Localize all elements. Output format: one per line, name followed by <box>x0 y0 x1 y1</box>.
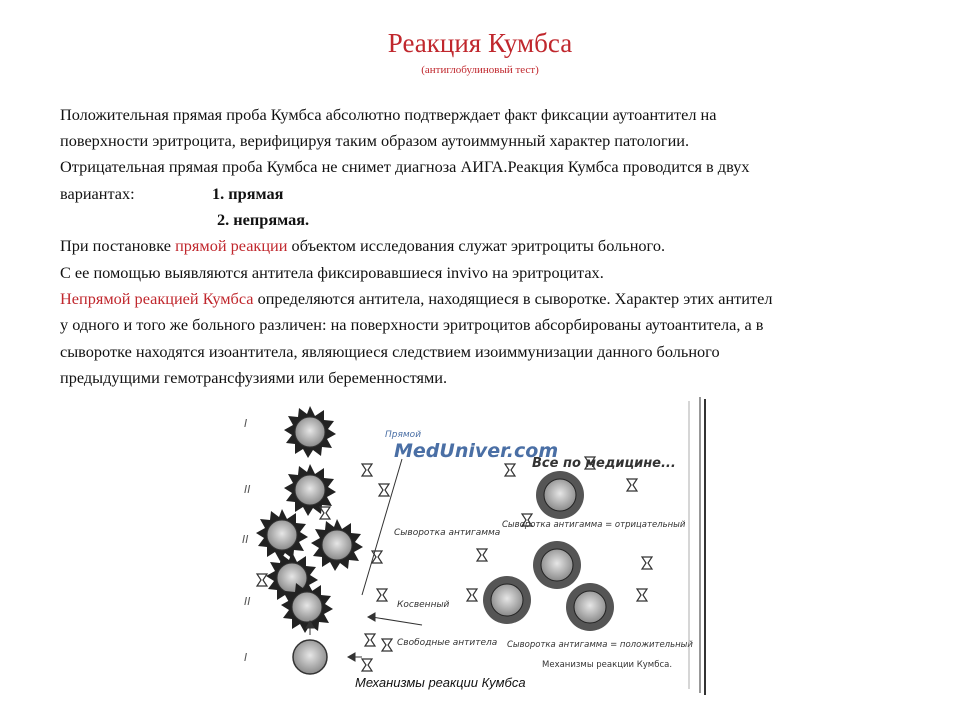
text-line-7: С ее помощью выявляются антитела фиксировавшиеся invivo на эритроцитах. <box>60 263 604 282</box>
text-line-2: поверхности эритроцита, верифицируя таким образом аутоиммунный характер патологии. <box>60 131 690 150</box>
coombs-diagram <box>222 395 716 698</box>
roman-numeral: I <box>244 651 248 664</box>
watermark: MedUniver.com <box>394 440 559 462</box>
variant-indirect: 2. непрямая. <box>217 210 310 229</box>
label-serum-antigamma: Сыворотка антигамма <box>394 528 501 538</box>
text-line-11: предыдущими гемотрансфузиями или беременностями. <box>60 368 448 387</box>
roman-numeral: II <box>244 595 251 608</box>
label-free-antibodies: Свободные антитела <box>397 638 498 648</box>
label-positive: Сыворотка антигамма = положительный <box>507 640 693 650</box>
label-direct: Прямой <box>385 430 422 440</box>
text-line-1: Положительная прямая проба Кумбса абсолютно подтверждает факт фиксации аутоантител на <box>60 105 717 124</box>
text-line-6: При постановке прямой реакции объектом исследования служат эритроциты больного. <box>60 236 666 255</box>
text-line-4 <box>60 184 284 204</box>
erythrocyte-plain <box>293 640 327 674</box>
variant-direct: 1. прямая <box>212 184 284 203</box>
watermark-subtitle: Все по медицине... <box>532 456 676 471</box>
erythrocyte-negative <box>536 471 584 519</box>
label-indirect: Косвенный <box>397 600 450 610</box>
erythrocyte-positive <box>533 541 581 589</box>
figure-caption: Механизмы реакции Кумбса <box>355 675 526 690</box>
label-mechanisms: Механизмы реакции Кумбса. <box>542 660 673 670</box>
text-line-9: у одного и того же больного различен: на поверхности эритроцитов абсорбированы аутоантитела, а в <box>60 315 764 334</box>
coombs-mechanism-figure <box>222 395 716 698</box>
roman-numeral: II <box>244 483 251 496</box>
erythrocyte-positive <box>566 583 614 631</box>
text-line-3: Отрицательная прямая проба Кумбса не снимет диагноза АИГА.Реакция Кумбса проводится в двух <box>60 157 750 176</box>
erythrocyte-with-antibodies <box>284 406 336 458</box>
variants-intro: вариантах: <box>60 184 135 203</box>
slide-subtitle: (антиглобулиновый тест) <box>421 64 539 76</box>
erythrocyte-positive <box>483 576 531 624</box>
roman-numeral: II <box>242 533 249 546</box>
erythrocyte-agglutinated <box>256 509 308 561</box>
text-line-10: сыворотке находятся изоантитела, являющиеся следствием изоиммунизации данного больного <box>60 342 720 361</box>
text-line-8: Непрямой реакцией Кумбса определяются антитела, находящиеся в сыворотке. Характер этих антител <box>60 289 773 308</box>
direct-reaction-highlight: прямой реакции <box>175 236 288 255</box>
roman-numeral: I <box>244 417 248 430</box>
erythrocyte-with-antibodies <box>284 464 336 516</box>
indirect-reaction-highlight: Непрямой реакцией Кумбса <box>60 289 254 308</box>
slide-title: Реакция Кумбса <box>387 28 573 58</box>
label-negative: Сыворотка антигамма = отрицательный <box>502 520 686 530</box>
erythrocyte-agglutinated <box>311 519 363 571</box>
